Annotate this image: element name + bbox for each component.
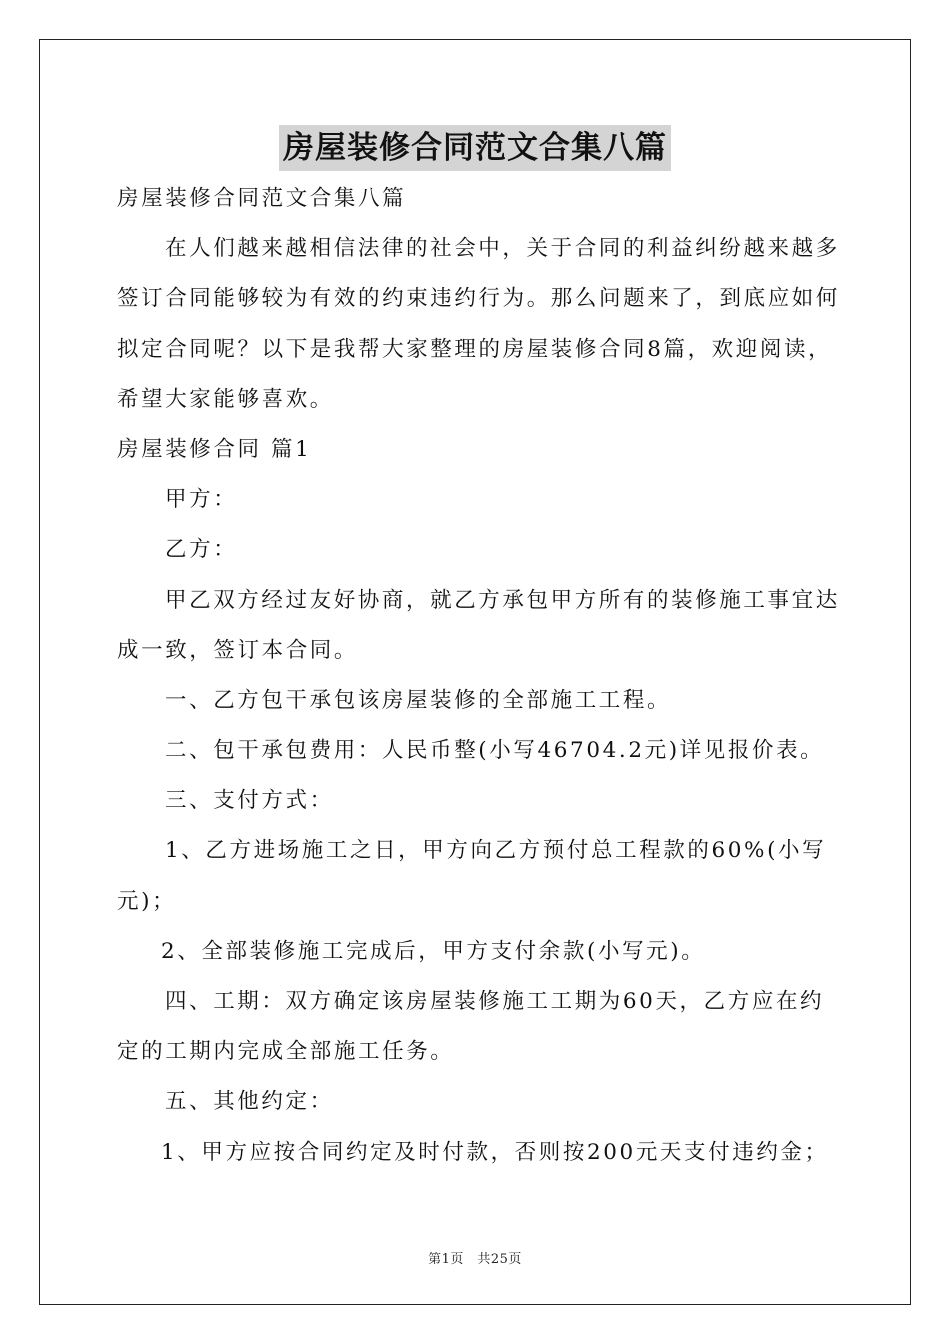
section-heading: 房屋装修合同 篇1 bbox=[117, 436, 312, 462]
subtitle-line: 房屋装修合同范文合集八篇 bbox=[117, 186, 407, 211]
clause-line: 1、甲方应按合同约定及时付款，否则按200元天支付违约金； bbox=[161, 1139, 829, 1165]
clause-line: 五、其他约定： bbox=[165, 1089, 334, 1115]
clause-line: 元)； bbox=[117, 888, 177, 914]
paragraph-line: 拟定合同呢？以下是我帮大家整理的房屋装修合同8篇，欢迎阅读， bbox=[117, 336, 833, 362]
document-title: 房屋装修合同范文合集八篇 bbox=[279, 125, 671, 171]
paragraph-line: 成一致，签订本合同。 bbox=[117, 637, 359, 663]
clause-line: 二、包干承包费用：人民币整(小写46704.2元)详见报价表。 bbox=[165, 738, 825, 764]
party-a-line: 甲方： bbox=[165, 487, 238, 513]
paragraph-line: 甲乙双方经过友好协商，就乙方承包甲方所有的装修施工事宜达 bbox=[165, 587, 840, 613]
paragraph-line: 在人们越来越相信法律的社会中，关于合同的利益纠纷越来越多 bbox=[165, 236, 840, 262]
clause-line: 四、工期：双方确定该房屋装修施工工期为60天，乙方应在约 bbox=[165, 989, 825, 1014]
paragraph-line: 签订合同能够较为有效的约束违约行为。那么问题来了，到底应如何 bbox=[117, 286, 841, 312]
clause-line: 定的工期内完成全部施工任务。 bbox=[117, 1039, 455, 1065]
party-b-line: 乙方： bbox=[165, 537, 238, 563]
page-footer: 第1页 共25页 bbox=[428, 1252, 522, 1267]
paragraph-line: 希望大家能够喜欢。 bbox=[117, 386, 334, 412]
clause-line: 1、乙方进场施工之日，甲方向乙方预付总工程款的60%(小写 bbox=[165, 838, 827, 864]
document-body bbox=[117, 178, 841, 1182]
clause-line: 2、全部装修施工完成后，甲方支付余款(小写元)。 bbox=[161, 938, 706, 964]
title-container bbox=[0, 125, 950, 171]
clause-line: 一、乙方包干承包该房屋装修的全部施工工程。 bbox=[165, 687, 672, 713]
clause-line: 三、支付方式： bbox=[165, 788, 334, 814]
